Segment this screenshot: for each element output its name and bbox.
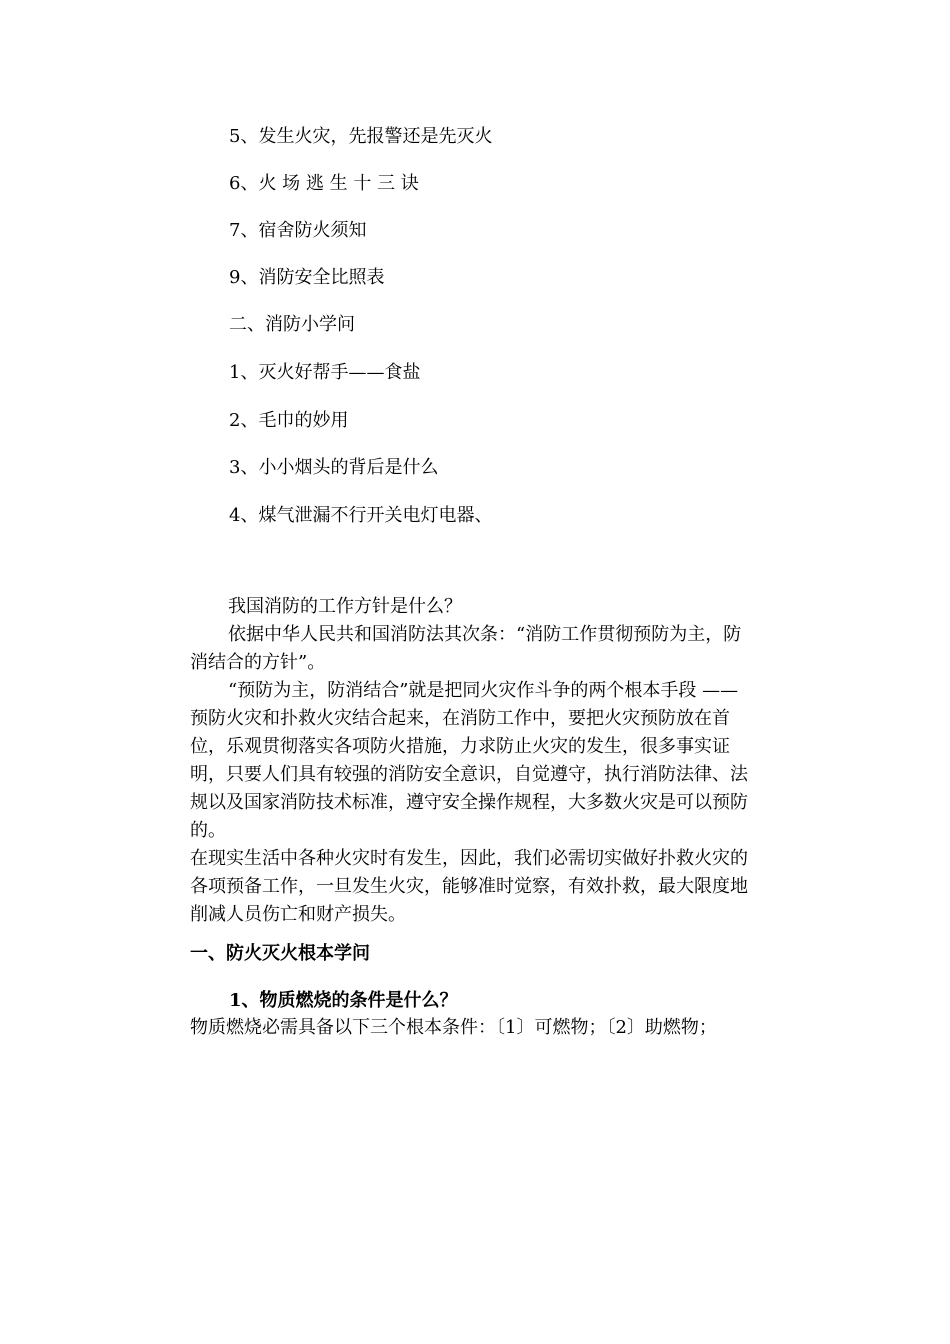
toc-item-comparison-table: 9、消防安全比照表	[229, 267, 385, 288]
toc-item-dorm-fire: 7、宿舍防火须知	[229, 220, 367, 241]
section-heading: 一、防火灭火根本学问	[190, 943, 370, 964]
section-text: 物质燃烧必需具备以下三个根本条件：〔1〕可燃物；〔2〕助燃物；	[190, 1017, 717, 1038]
toc-item-towel: 2、毛巾的妙用	[229, 410, 349, 431]
answer-paragraph-2: “预防为主，防消结合”就是把同火灾作斗争的两个根本手段 —— 预防火灾和扑救火灾结合起来，在消防工作中，要把火灾预防放在首位，乐观贯彻落实各项防火措施，力求防止火灾的发生，很多事实证明，只要人们具有较强的消防安全意识，自觉遵守，执行消防法律、法规以及国家消防技术标准，遵守安全操作规程，大多数火灾是可以预防的。	[190, 680, 748, 841]
toc-item-escape-tips: 6、火 场 逃 生 十 三 诀	[229, 173, 419, 194]
subsection-heading: 1、物质燃烧的条件是什么？	[229, 990, 458, 1011]
toc-item-fire-report: 5、发生火灾，先报警还是先灭火	[229, 126, 493, 147]
question-heading: 我国消防的工作方针是什么？	[228, 596, 462, 617]
answer-paragraph-1: 依据中华人民共和国消防法其次条：“消防工作贯彻预防为主，防消结合的方针”。	[190, 624, 742, 673]
answer-paragraph-3: 在现实生活中各种火灾时有发生，因此，我们必需切实做好扑救火灾的各项预备工作，一旦发生火灾，能够准时觉察，有效扑救，最大限度地削减人员伤亡和财产损失。	[190, 848, 748, 925]
toc-item-salt: 1、灭火好帮手——食盐	[229, 362, 421, 383]
toc-item-cigarette: 3、小小烟头的背后是什么	[229, 457, 439, 478]
toc-item-gas-leak: 4、煤气泄漏不行开关电灯电器、	[229, 505, 493, 526]
toc-section-fire-knowledge: 二、消防小学问	[229, 314, 355, 335]
